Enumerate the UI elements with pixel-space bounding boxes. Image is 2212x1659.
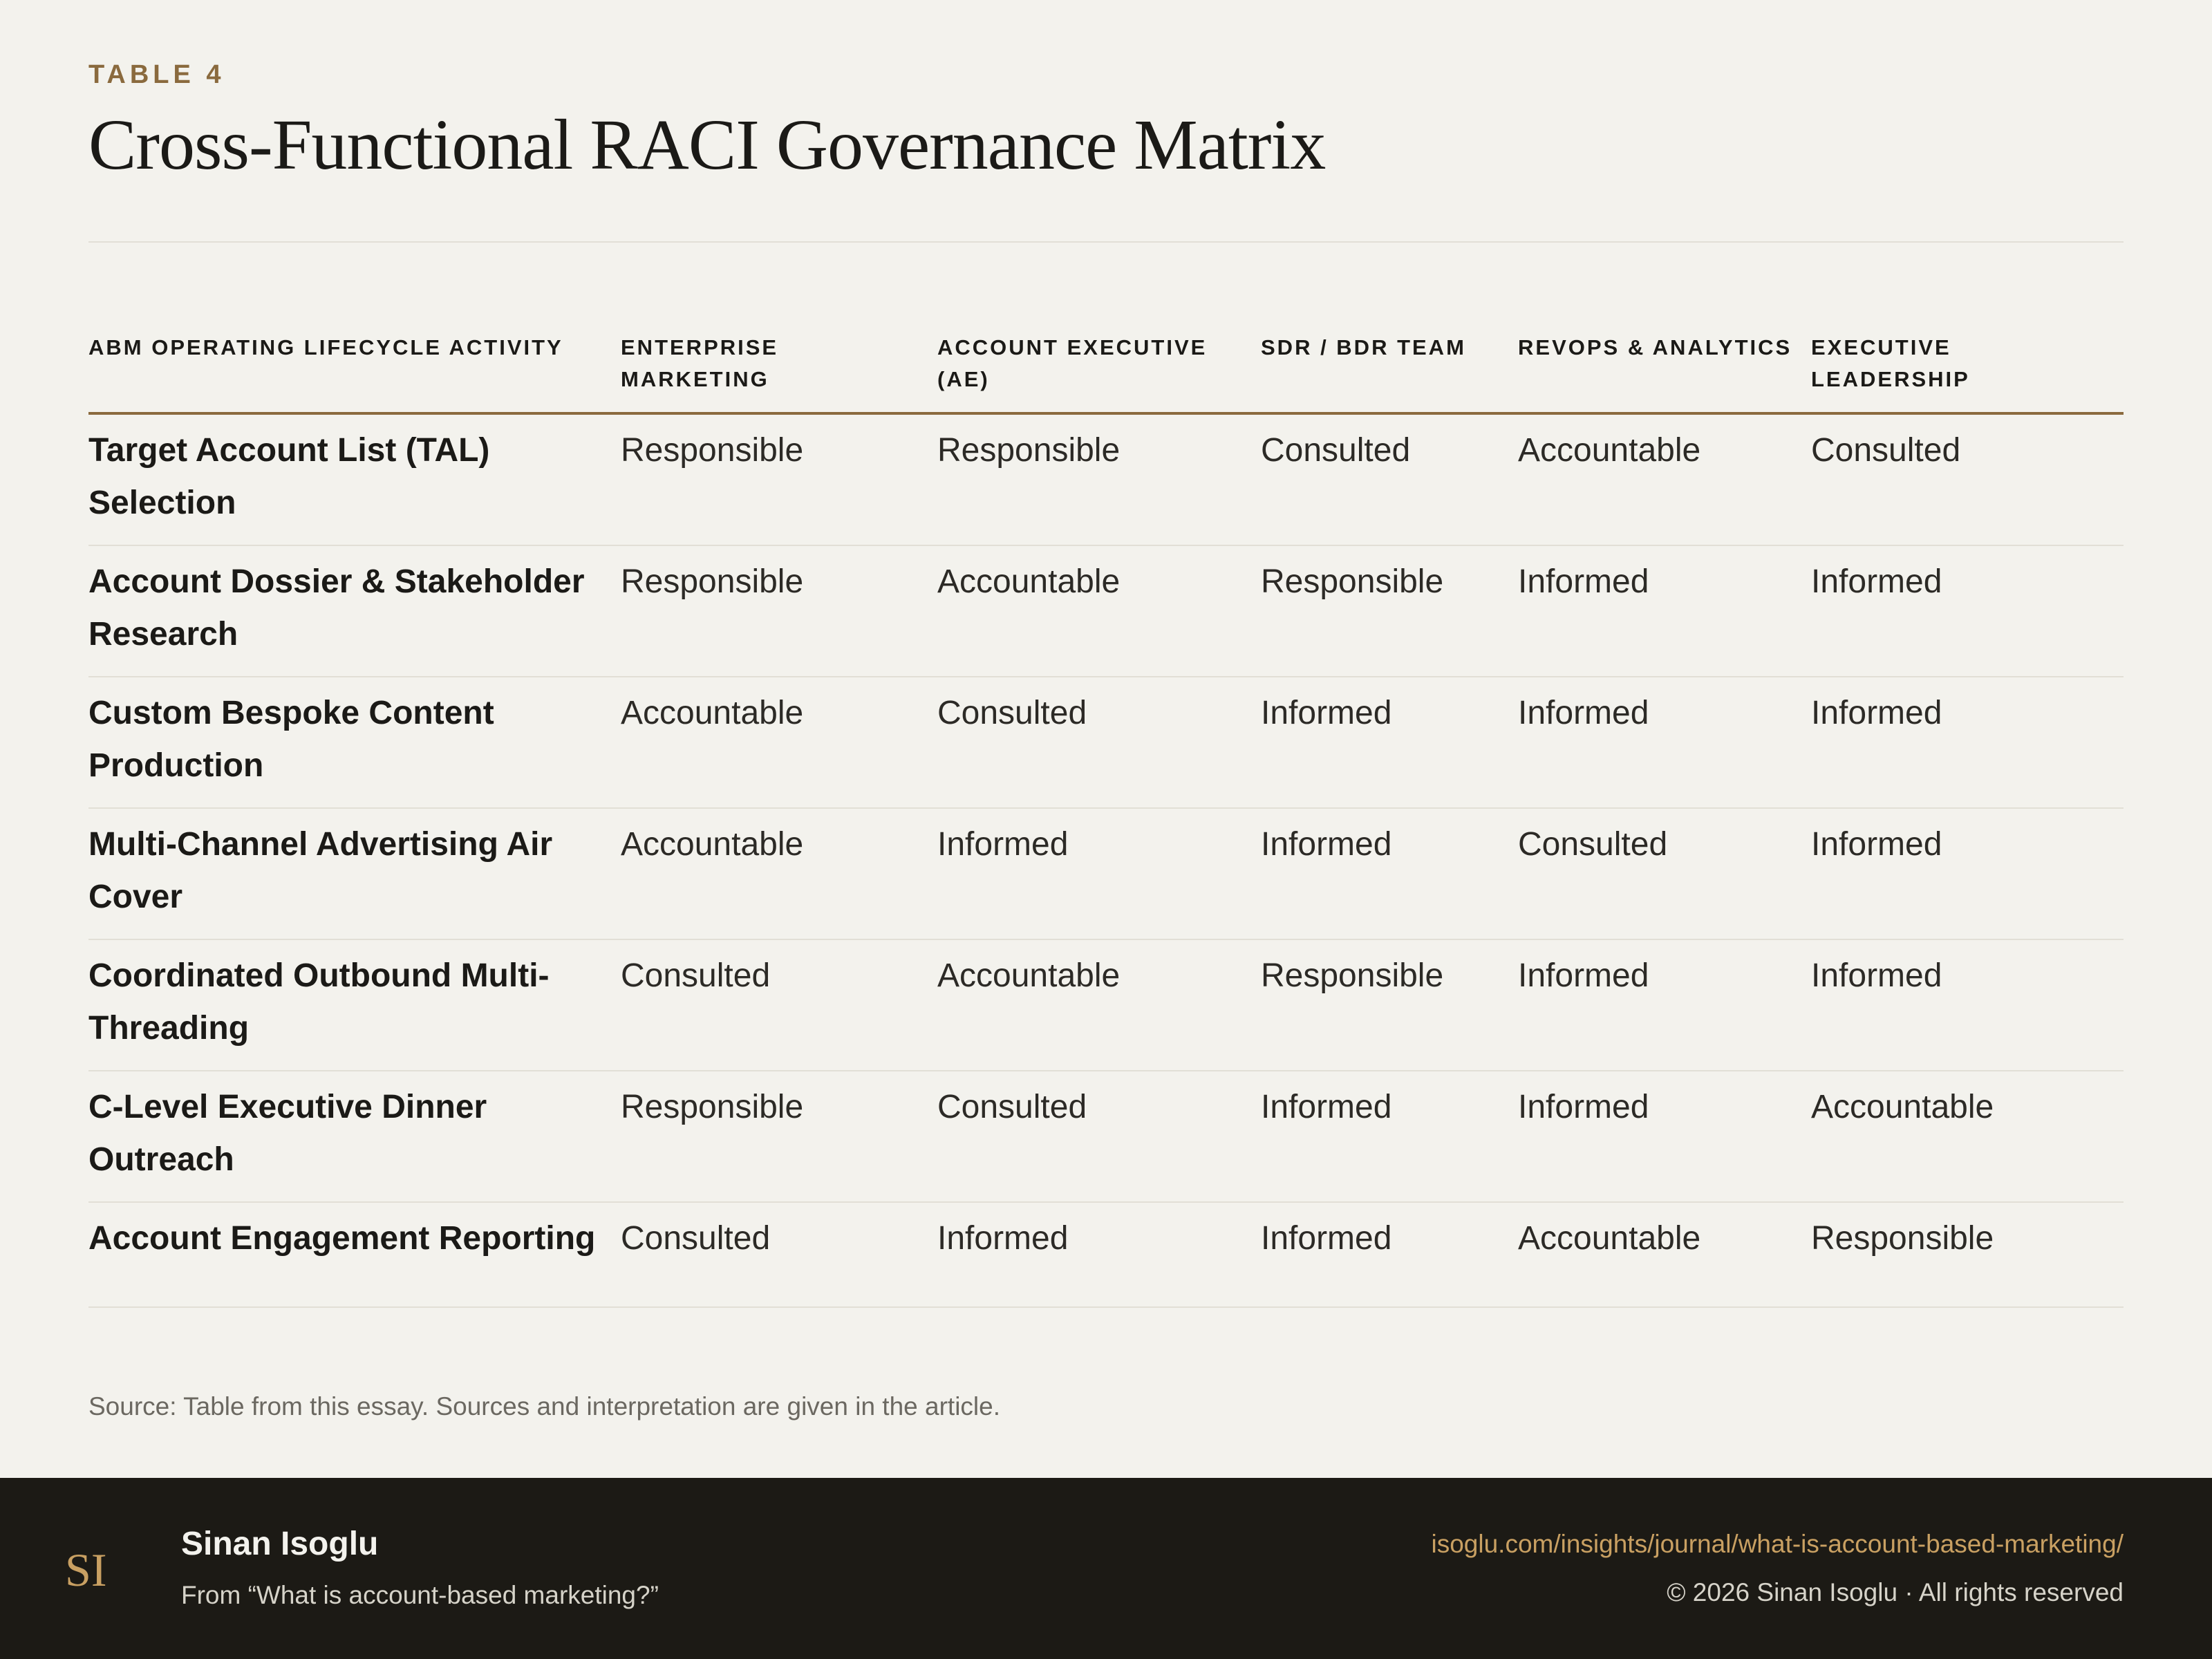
activity-cell: Account Engagement Reporting: [88, 1202, 621, 1307]
activity-cell: Account Dossier & Stakeholder Research: [88, 545, 621, 677]
raci-cell: Accountable: [937, 939, 1261, 1071]
raci-cell: Informed: [1261, 808, 1518, 939]
raci-cell: Informed: [1261, 1202, 1518, 1307]
raci-cell: Accountable: [1811, 1071, 2124, 1202]
si-monogram-logo: [62, 1537, 118, 1600]
raci-cell: Consulted: [621, 939, 937, 1071]
raci-cell: Informed: [1261, 677, 1518, 808]
raci-cell: Accountable: [937, 545, 1261, 677]
column-header-executive-leadership: EXECUTIVE LEADERSHIP: [1811, 304, 2124, 413]
column-header-activity: ABM OPERATING LIFECYCLE ACTIVITY: [88, 304, 621, 413]
raci-cell: Consulted: [937, 677, 1261, 808]
raci-cell: Informed: [1811, 939, 2124, 1071]
table-row: [88, 1202, 2124, 1307]
table-row: [88, 939, 2124, 1071]
table-row: [88, 1071, 2124, 1202]
raci-cell: Consulted: [937, 1071, 1261, 1202]
column-header-account-executive: ACCOUNT EXECUTIVE (AE): [937, 304, 1261, 413]
table-row: [88, 677, 2124, 808]
table-header-row: [88, 304, 2124, 413]
table-row: [88, 413, 2124, 545]
table-label: TABLE 4: [88, 60, 225, 89]
article-link[interactable]: isoglu.com/insights/journal/what-is-account-based-marketing/: [1431, 1530, 2124, 1558]
raci-cell: Informed: [937, 1202, 1261, 1307]
page-content: [88, 0, 2124, 1478]
raci-cell: Responsible: [621, 545, 937, 677]
column-header-enterprise-marketing: ENTERPRISE MARKETING: [621, 304, 937, 413]
activity-cell: Target Account List (TAL) Selection: [88, 413, 621, 545]
raci-cell: Informed: [937, 808, 1261, 939]
raci-cell: Consulted: [621, 1202, 937, 1307]
activity-cell: Custom Bespoke Content Production: [88, 677, 621, 808]
raci-cell: Responsible: [1261, 939, 1518, 1071]
copyright: © 2026 Sinan Isoglu · All rights reserved: [1667, 1578, 2124, 1606]
raci-cell: Consulted: [1518, 808, 1811, 939]
raci-cell: Informed: [1261, 1071, 1518, 1202]
raci-cell: Responsible: [621, 1071, 937, 1202]
activity-cell: Coordinated Outbound Multi-Threading: [88, 939, 621, 1071]
raci-cell: Accountable: [621, 808, 937, 939]
raci-cell: Responsible: [621, 413, 937, 545]
raci-cell: Informed: [1518, 939, 1811, 1071]
page-title: Cross-Functional RACI Governance Matrix: [88, 105, 1326, 185]
title-divider: [88, 241, 2124, 243]
raci-cell: Responsible: [1811, 1202, 2124, 1307]
raci-cell: Accountable: [621, 677, 937, 808]
table-row: [88, 808, 2124, 939]
raci-table: [88, 304, 2124, 1308]
activity-cell: C-Level Executive Dinner Outreach: [88, 1071, 621, 1202]
column-header-revops-analytics: REVOPS & ANALYTICS: [1518, 304, 1811, 413]
raci-cell: Informed: [1811, 677, 2124, 808]
article-source: From “What is account-based marketing?”: [181, 1581, 659, 1609]
raci-cell: Responsible: [1261, 545, 1518, 677]
raci-cell: Accountable: [1518, 413, 1811, 545]
raci-cell: Informed: [1811, 545, 2124, 677]
raci-cell: Accountable: [1518, 1202, 1811, 1307]
raci-cell: Informed: [1518, 1071, 1811, 1202]
table-row: [88, 545, 2124, 677]
raci-cell: Informed: [1811, 808, 2124, 939]
raci-cell: Responsible: [937, 413, 1261, 545]
source-note: Source: Table from this essay. Sources and interpretation are given in the article.: [88, 1392, 1000, 1421]
activity-cell: Multi-Channel Advertising Air Cover: [88, 808, 621, 939]
raci-cell: Informed: [1518, 545, 1811, 677]
author-name: Sinan Isoglu: [181, 1526, 379, 1562]
raci-cell: Informed: [1518, 677, 1811, 808]
footer: [0, 1478, 2212, 1659]
raci-cell: Consulted: [1261, 413, 1518, 545]
logo-text: SI: [65, 1544, 107, 1596]
column-header-sdr-bdr-team: SDR / BDR TEAM: [1261, 304, 1518, 413]
raci-cell: Consulted: [1811, 413, 2124, 545]
